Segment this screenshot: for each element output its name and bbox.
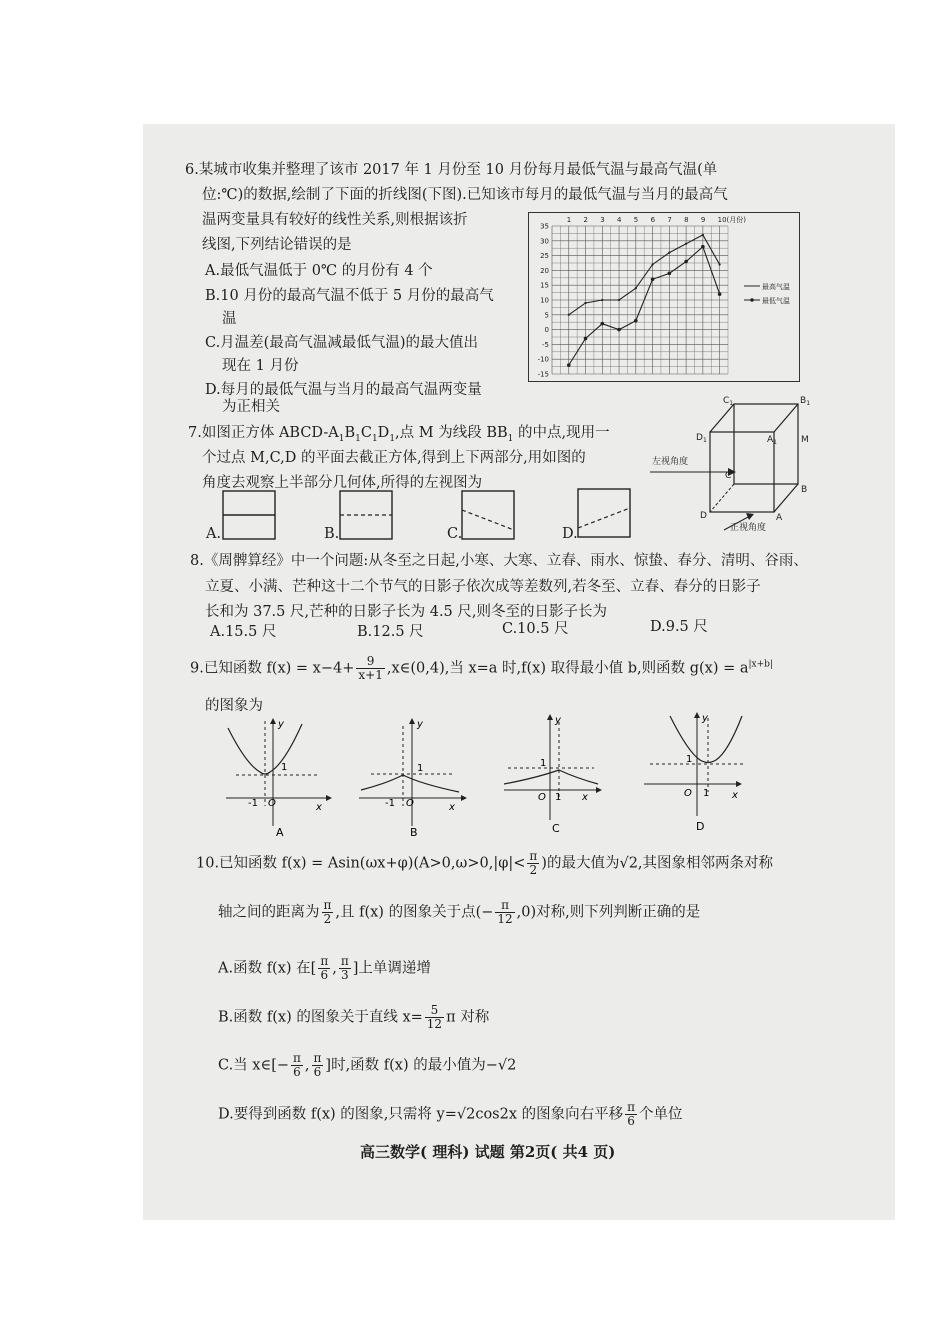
label-a1: $A_1$ xyxy=(767,435,777,446)
q8-option-d: D.9.5 尺 xyxy=(650,619,708,635)
svg-text:1: 1 xyxy=(281,762,288,773)
x-tick-label: 10(月份) xyxy=(717,216,746,224)
q8-option-b: B.12.5 尺 xyxy=(357,624,424,640)
y-tick-label: 35 xyxy=(540,222,549,231)
svg-text:O: O xyxy=(406,798,414,809)
y-tick-label: -10 xyxy=(537,355,549,364)
y-tick-label: 5 xyxy=(544,311,549,320)
q7-line1: 7.如图正方体 ABCD-$A_1B_1C_1D_1$,点 M 为线段 $BB_1$ 的中点,现用一 xyxy=(188,425,610,444)
svg-text:y: y xyxy=(702,713,708,724)
front-view-label: 正视角度 xyxy=(730,523,767,533)
label-b: B xyxy=(801,485,808,495)
q7-option-a-label: A. xyxy=(206,526,222,542)
y-tick-label: 30 xyxy=(540,237,549,246)
q7-line2: 个过点 M,C,D 的平面去截正方体,得到上下两部分,用如图的 xyxy=(202,450,586,466)
label-d: D xyxy=(700,511,707,521)
svg-text:O: O xyxy=(684,788,692,799)
point-max xyxy=(584,302,586,304)
x-tick-label: 4 xyxy=(617,216,622,224)
q6-option-b-2: 温 xyxy=(222,311,237,327)
q8-line2: 立夏、小满、芒种这十二个节气的日影子依次成等差数列,若冬至、立春、春分的日影子 xyxy=(205,579,761,595)
svg-text:-1: -1 xyxy=(385,798,395,809)
legend-max-temp: 最高气温 xyxy=(762,283,790,291)
q9-graph-c-label: C xyxy=(552,822,560,835)
label-b1: $B_1$ xyxy=(800,396,811,407)
y-tick-label: 0 xyxy=(544,326,549,335)
label-c1: $C_1$ xyxy=(723,396,734,407)
point-max xyxy=(635,287,637,289)
x-tick-labels xyxy=(567,215,746,224)
x-tick-label: 9 xyxy=(700,216,706,224)
point-min xyxy=(684,260,688,264)
q6-line3: 温两变量具有较好的线性关系,则根据该折 xyxy=(202,212,468,228)
x-tick-label: 7 xyxy=(667,216,672,224)
q7-line3: 角度去观察上半部分几何体,所得的左视图为 xyxy=(202,475,483,491)
q7-option-d-view xyxy=(577,488,633,540)
svg-text:1: 1 xyxy=(417,763,424,774)
q8-line3: 长和为 37.5 尺,芒种的日影子长为 4.5 尺,则冬至的日影子长为 xyxy=(205,604,607,620)
q6-option-c-1: C.月温差(最高气温减最低气温)的最大值出 xyxy=(205,335,478,351)
q9-line2: 的图象为 xyxy=(205,698,263,714)
svg-text:O: O xyxy=(538,792,546,803)
q9-graph-b-label: B xyxy=(410,826,418,838)
y-tick-label: -15 xyxy=(537,370,549,379)
q9-graph-c xyxy=(500,712,610,836)
q9-line1: 9.已知函数 f(x) = x−4+ $\frac{9}{x+1}$ ,x∈(0,4),当 x=a 时,f(x) 取得最小值 b,则函数 $g(x) = a^{|x+b|}$ xyxy=(190,654,773,682)
q9-graph-d xyxy=(640,710,752,836)
y-tick-label: -5 xyxy=(542,340,549,349)
x-tick-label: 3 xyxy=(600,216,605,224)
x-tick-label: 6 xyxy=(650,216,656,224)
svg-text:y: y xyxy=(555,715,561,726)
svg-text:1: 1 xyxy=(703,788,710,799)
label-d1: $D_1$ xyxy=(696,433,707,444)
q6-line1: 6.某城市收集并整理了该市 2017 年 1 月份至 10 月份每月最低气温与最高气温(单 xyxy=(185,162,718,178)
svg-text:1: 1 xyxy=(686,754,693,765)
svg-text:x: x xyxy=(449,802,455,813)
svg-text:-1: -1 xyxy=(248,798,258,809)
q8-option-c: C.10.5 尺 xyxy=(502,621,569,637)
q10-option-c: C.当 x∈[− $\frac{\pi}{6}$ , $\frac{\pi}{6}$ ]时,函数 f(x) 的最小值为−√2 xyxy=(218,1051,517,1079)
cube-figure xyxy=(650,392,820,537)
svg-text:y: y xyxy=(417,719,423,730)
x-tick-label: 5 xyxy=(633,216,639,224)
chart-frame xyxy=(529,213,800,382)
q10-option-b: B.函数 f(x) 的图象关于直线 x= $\frac{5}{12}$ π 对称 xyxy=(218,1003,490,1031)
y-tick-label: 10 xyxy=(540,296,549,305)
q6-line4: 线图,下列结论错误的是 xyxy=(202,237,352,253)
q7-option-d-label: D. xyxy=(562,526,578,542)
point-min xyxy=(718,292,722,296)
svg-text:O: O xyxy=(268,798,276,809)
q9-graph-b xyxy=(355,716,475,838)
q6-option-d-2: 为正相关 xyxy=(222,399,280,415)
q10-option-a: A.函数 f(x) 在[ $\frac{\pi}{6}$ , $\frac{\pi}{3}$ ]上单调递增 xyxy=(218,954,431,982)
point-max xyxy=(685,243,687,245)
q7-option-c-view xyxy=(461,490,517,542)
temperature-line-chart xyxy=(528,212,800,382)
x-tick-label: 1 xyxy=(566,216,572,224)
svg-text:y: y xyxy=(278,719,284,730)
y-tick-label: 20 xyxy=(540,266,549,275)
label-a: A xyxy=(776,513,783,523)
q7-option-b-label: B. xyxy=(324,526,340,542)
q6-option-d-1: D.每月的最低气温与当月的最高气温两变量 xyxy=(205,382,482,398)
chart-legend xyxy=(744,282,790,305)
q7-option-b-view xyxy=(339,490,395,542)
q9-graph-a xyxy=(218,716,338,838)
page-footer: 高三数学( 理科) 试题 第2页( 共4 页) xyxy=(360,1143,616,1161)
q9-graph-a-label: A xyxy=(276,826,284,838)
svg-text:1: 1 xyxy=(555,792,562,803)
svg-text:x: x xyxy=(316,802,322,813)
x-tick-label: 8 xyxy=(684,216,689,224)
q7-option-c-label: C. xyxy=(447,526,463,542)
point-max xyxy=(601,299,603,301)
point-min xyxy=(668,272,672,276)
point-max xyxy=(719,263,721,265)
label-c: C xyxy=(725,471,732,481)
point-max xyxy=(668,252,670,254)
point-max xyxy=(702,234,704,236)
svg-text:x: x xyxy=(732,790,738,801)
q10-line1: 10.已知函数 f(x) = Asin(ωx+φ)(A>0,ω>0,|φ|< $\frac{\pi}{2}$ )的最大值为√2,其图象相邻两条对称 xyxy=(196,849,774,877)
point-min xyxy=(651,277,655,281)
y-tick-label: 15 xyxy=(540,281,549,290)
point-min xyxy=(584,337,588,341)
left-view-label: 左视角度 xyxy=(652,457,689,467)
q10-line2: 轴之间的距离为 $\frac{\pi}{2}$ ,且 f(x) 的图象关于点(− $\frac{\pi}{12}$ ,0)对称,则下列判断正确的是 xyxy=(218,898,701,926)
q6-line2: 位:℃)的数据,绘制了下面的折线图(下图).已知该市每月的最低气温与当月的最高气 xyxy=(202,187,728,203)
legend-min-temp: 最低气温 xyxy=(762,297,790,305)
x-tick-label: 2 xyxy=(583,216,588,224)
point-max xyxy=(651,263,653,265)
q6-option-b-1: B.10 月份的最高气温不低于 5 月份的最高气 xyxy=(205,288,494,304)
q9-graph-d-label: D xyxy=(696,820,705,833)
svg-text:x: x xyxy=(582,792,588,803)
svg-text:1: 1 xyxy=(540,758,547,769)
q8-line1: 8.《周髀算经》中一个问题:从冬至之日起,小寒、大寒、立春、雨水、惊蛰、春分、清明、谷雨、 xyxy=(190,553,808,569)
point-min xyxy=(701,245,705,249)
q6-option-c-2: 现在 1 月份 xyxy=(222,358,299,374)
q8-option-a: A.15.5 尺 xyxy=(210,624,277,640)
q7-option-a-view xyxy=(222,490,278,542)
point-min xyxy=(634,319,638,323)
point-min xyxy=(600,322,604,326)
label-m: M xyxy=(801,435,809,445)
q10-option-d: D.要得到函数 f(x) 的图象,只需将 y=√2cos2x 的图象向右平移 $\frac{\pi}{6}$ 个单位 xyxy=(218,1100,683,1128)
y-tick-label: 25 xyxy=(540,252,549,261)
q9-fraction: $\frac{9}{x+1}$ xyxy=(358,654,383,682)
q6-option-a: A.最低气温低于 0℃ 的月份有 4 个 xyxy=(205,263,433,279)
y-tick-labels xyxy=(538,223,549,379)
point-max xyxy=(618,299,620,301)
point-min xyxy=(567,363,571,367)
point-min xyxy=(617,328,621,332)
point-max xyxy=(568,314,570,316)
